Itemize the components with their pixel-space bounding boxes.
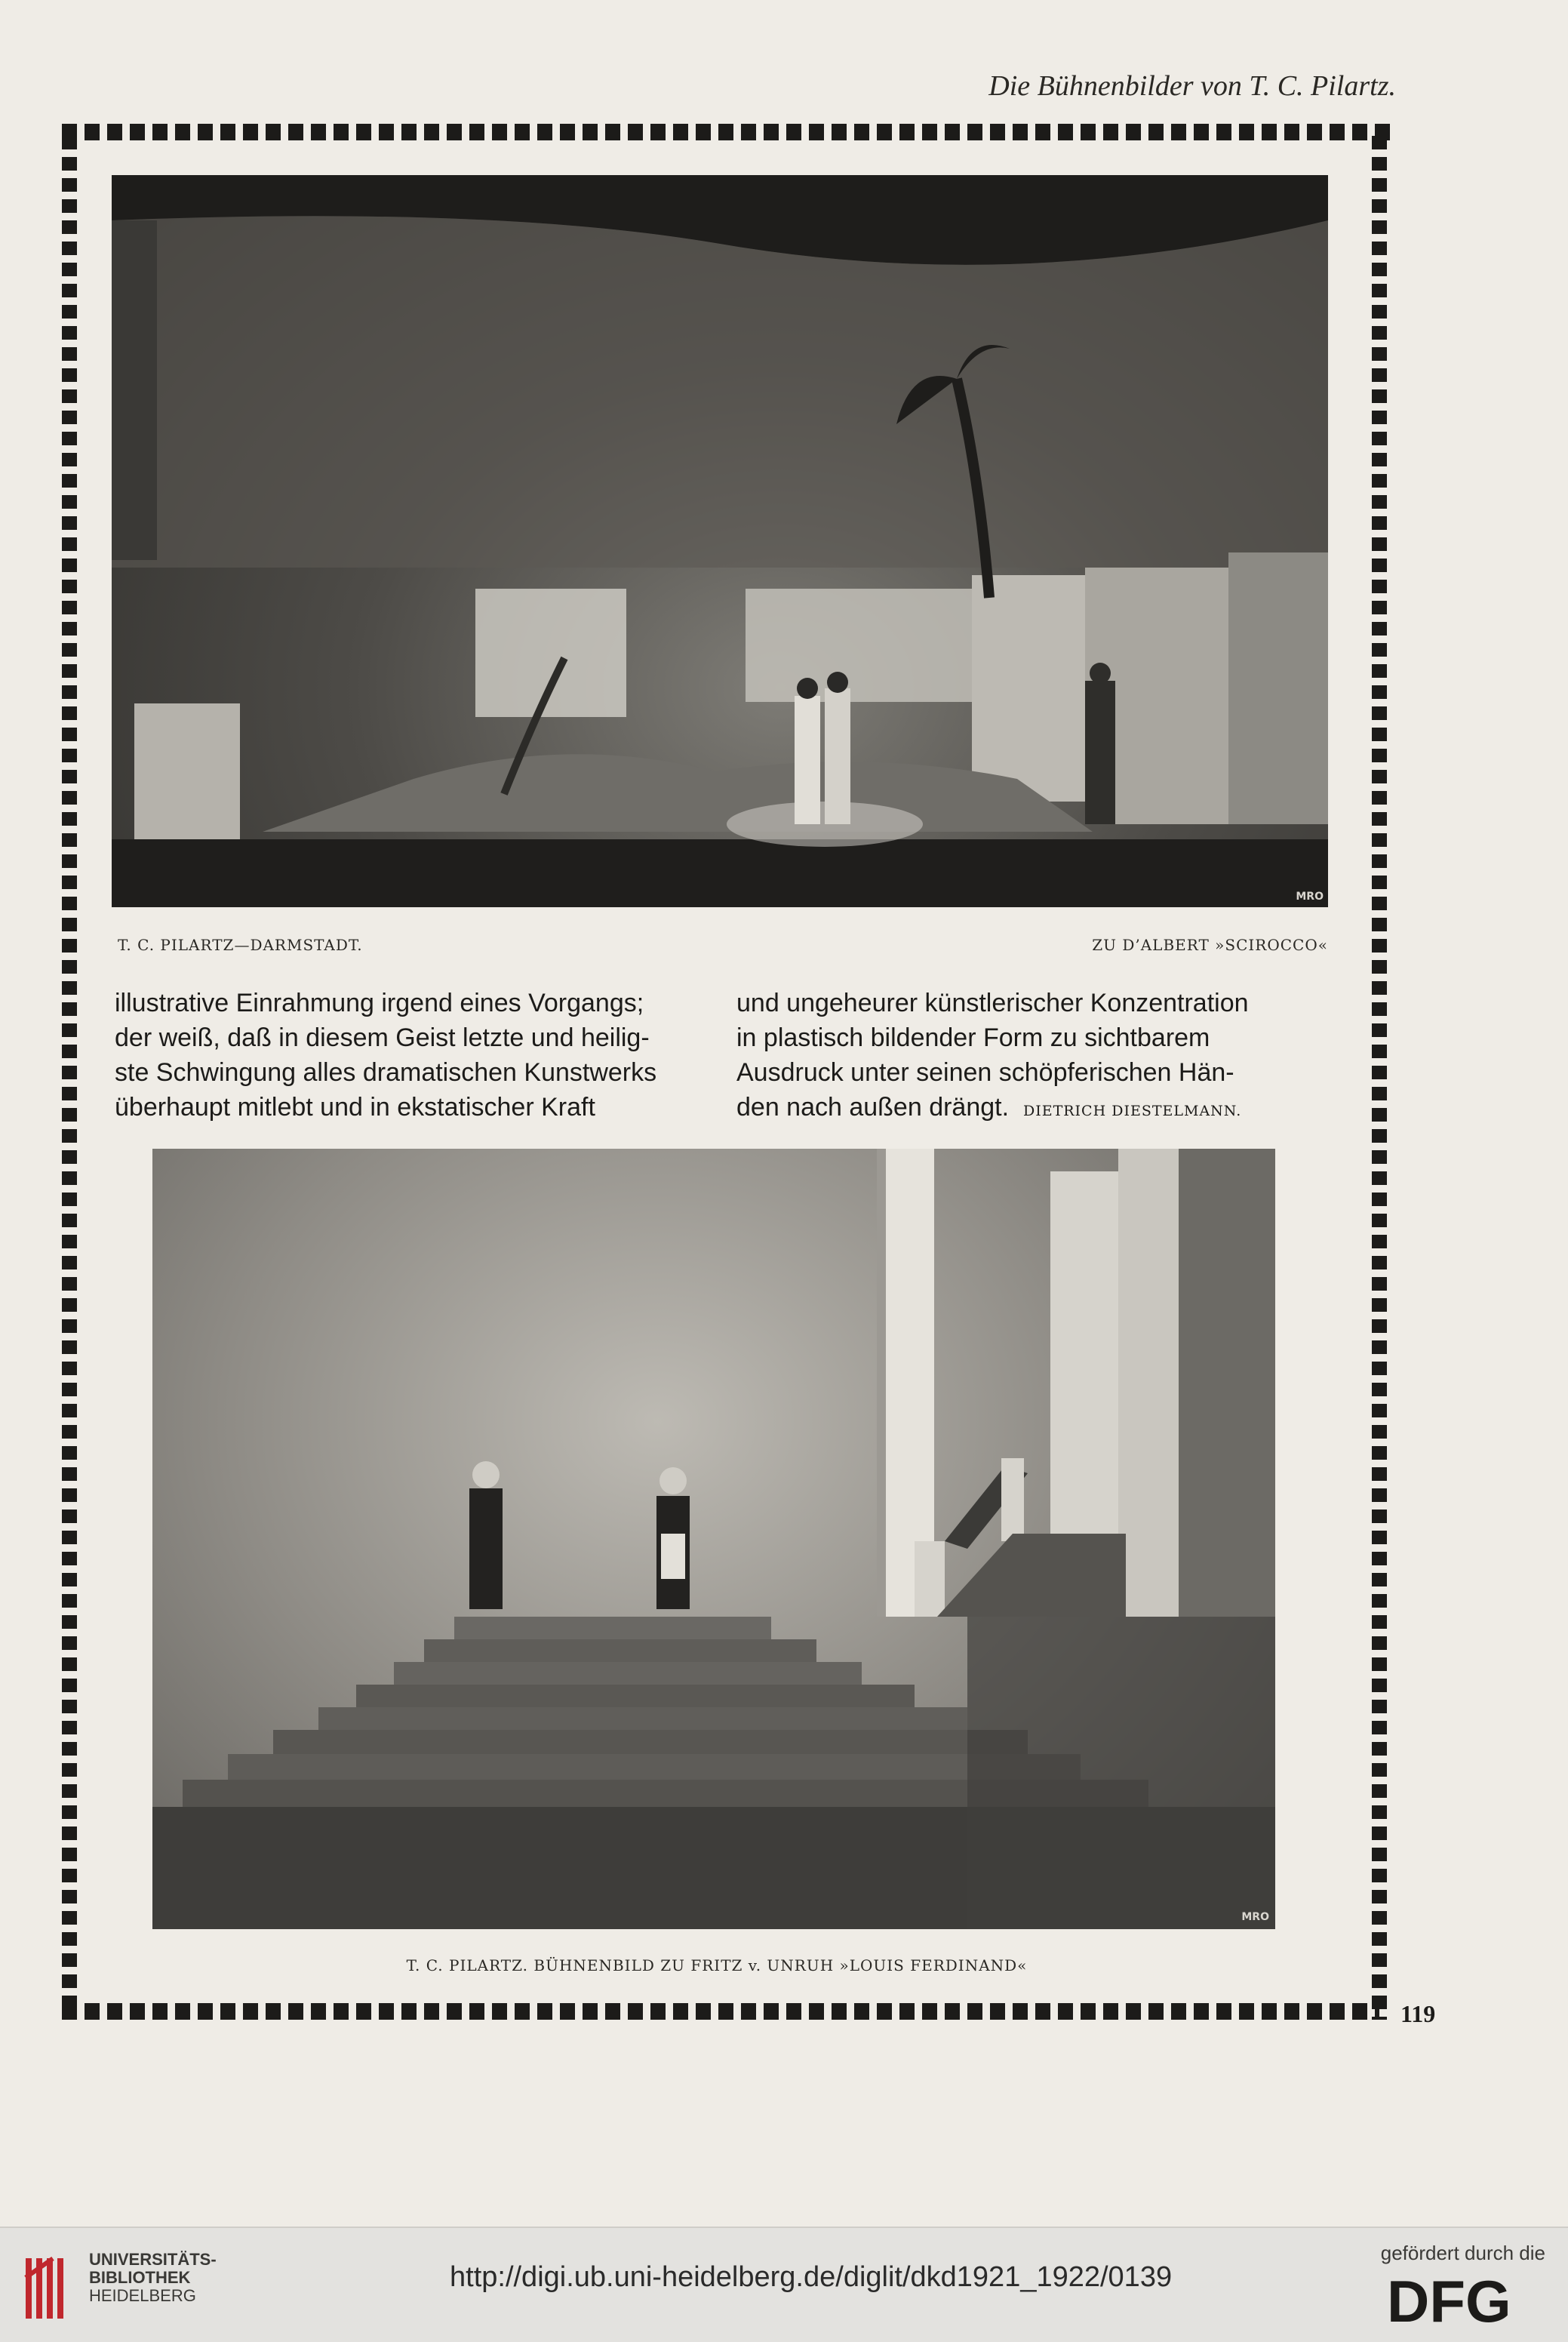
dfg-logo-text: DFG [1387, 2272, 1511, 2332]
text-line: überhaupt mitlebt und in ekstatischer Kraft [115, 1093, 595, 1122]
figure1-caption-right: ZU D’ALBERT »SCIROCCO« [1092, 936, 1328, 954]
text-column-left [115, 986, 685, 1125]
funding-note: gefördert durch die [1380, 2242, 1545, 2264]
photographer-monogram: MRO [1241, 1911, 1269, 1923]
dfg-logo [1387, 2272, 1545, 2332]
text-line-last [736, 1090, 1307, 1128]
decorative-border-bottom [62, 2003, 1379, 2020]
university-library-logo [18, 2243, 78, 2326]
stage-photo-scirocco [112, 175, 1328, 907]
louis-ferdinand-scene-illustration [152, 1149, 1275, 1929]
figure2-caption: T. C. PILARTZ. BÜHNENBILD ZU FRITZ v. UNRUH »LOUIS FERDINAND« [406, 1956, 1028, 1974]
page-number: 119 [1400, 2000, 1436, 2027]
scirocco-scene-illustration [112, 175, 1328, 907]
decorative-border-right [1372, 136, 1387, 2020]
text-line: der weiß, daß in diesem Geist letzte und heilig- [115, 1023, 650, 1052]
article-author: DIETRICH DIESTELMANN. [1022, 1103, 1242, 1119]
text-line: Ausdruck unter seinen schöpferischen Hän- [736, 1058, 1234, 1087]
permalink-url[interactable]: http://digi.ub.uni-heidelberg.de/diglit/dkd1921_1922/0139 [450, 2261, 1173, 2293]
digitization-footer [0, 2227, 1568, 2342]
decorative-border-left [62, 136, 77, 2020]
running-title: Die Bühnenbilder von T. C. Pilartz. [988, 70, 1396, 102]
text-column-right [736, 986, 1307, 1128]
library-name-line: UNIVERSITÄTS- [89, 2250, 217, 2269]
text-line: in plastisch bildender Form zu sichtbarem [736, 1023, 1210, 1052]
decorative-border-top [62, 124, 1390, 140]
library-name-line: BIBLIOTHEK [89, 2268, 191, 2287]
text-line: den nach außen drängt. [736, 1093, 1010, 1122]
stage-photo-louis-ferdinand [152, 1149, 1275, 1929]
photographer-monogram: MRO [1296, 891, 1324, 903]
text-line: ste Schwingung alles dramatischen Kunstwerks [115, 1058, 657, 1087]
library-name-line: HEIDELBERG [89, 2286, 196, 2305]
library-name [89, 2251, 217, 2305]
figure1-caption-left: T. C. PILARTZ—DARMSTADT. [118, 936, 363, 954]
text-line: illustrative Einrahmung irgend eines Vorgangs; [115, 989, 644, 1017]
text-line: und ungeheurer künstlerischer Konzentration [736, 989, 1249, 1017]
